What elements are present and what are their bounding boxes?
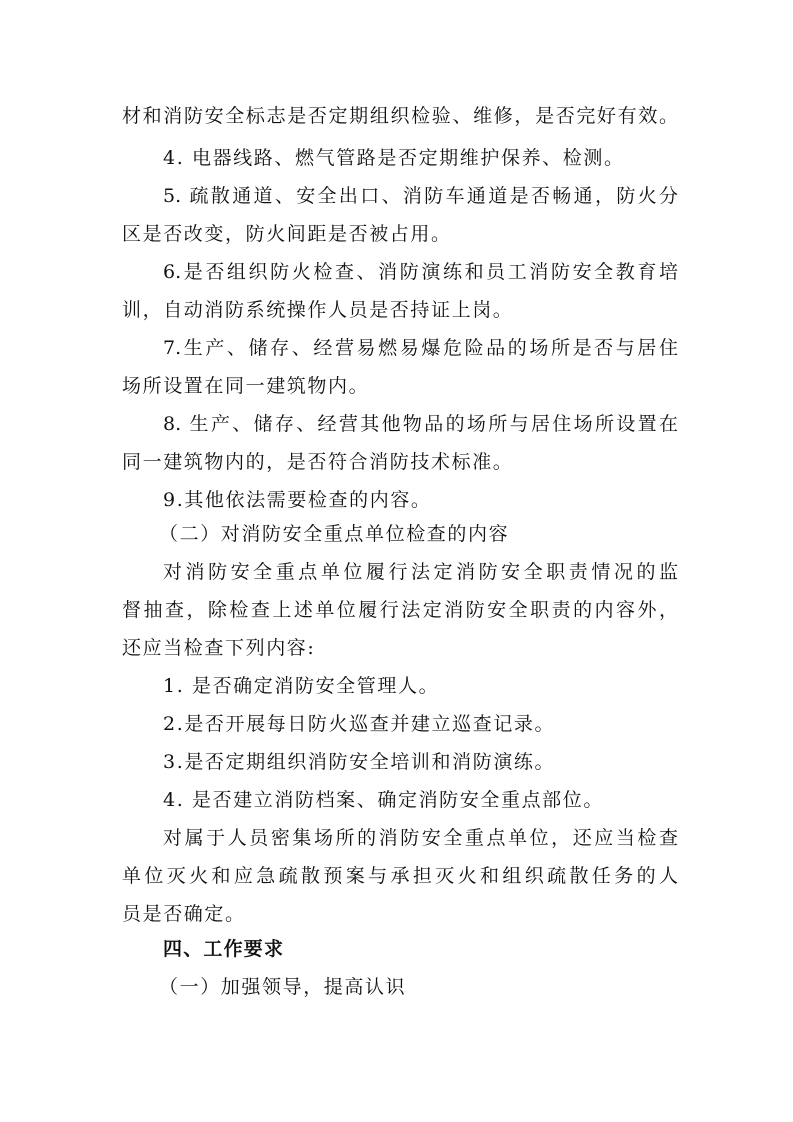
paragraph-line: 区是否改变，防火间距是否被占用。	[122, 223, 452, 245]
paragraph-line: 对属于人员密集场所的消防安全重点单位，还应当检查	[163, 827, 678, 849]
section-subheading: （二）对消防安全重点单位检查的内容	[159, 523, 510, 545]
paragraph-line: 员是否确定。	[122, 903, 246, 925]
list-item: 1. 是否确定消防安全管理人。	[163, 675, 440, 697]
list-item: 6.是否组织防火检查、消防演练和员工消防安全教育培	[163, 261, 678, 283]
list-item: 2.是否开展每日防火巡查并建立巡查记录。	[163, 713, 556, 735]
paragraph-line: 训，自动消防系统操作人员是否持证上岗。	[122, 299, 514, 321]
list-item: 3.是否定期组织消防安全培训和消防演练。	[163, 751, 556, 773]
paragraph-line: 对消防安全重点单位履行法定消防安全职责情况的监	[163, 561, 678, 583]
list-item: 7.生产、储存、经营易燃易爆危险品的场所是否与居住	[163, 337, 678, 359]
list-item: 9.其他依法需要检查的内容。	[163, 489, 432, 511]
paragraph-line: 单位灭火和应急疏散预案与承担灭火和组织疏散任务的人	[122, 865, 678, 887]
paragraph-line: 场所设置在同一建筑物内。	[122, 375, 370, 397]
paragraph-line: 督抽查，除检查上述单位履行法定消防安全职责的内容外，	[122, 599, 678, 621]
paragraph-line: 还应当检查下列内容:	[122, 637, 316, 659]
section-subheading: （一）加强领导，提高认识	[159, 976, 407, 998]
paragraph-line: 材和消防安全标志是否定期组织检验、维修，是否完好有效。	[122, 105, 678, 127]
list-item: 4. 是否建立消防档案、确定消防安全重点部位。	[163, 789, 604, 811]
paragraph-line: 同一建筑物内的，是否符合消防技术标准。	[122, 451, 514, 473]
section-heading: 四、工作要求	[163, 938, 285, 960]
list-item: 4. 电器线路、燃气管路是否定期维护保养、检测。	[163, 147, 625, 169]
list-item: 5. 疏散通道、安全出口、消防车通道是否畅通，防火分	[163, 185, 678, 207]
list-item: 8. 生产、储存、经营其他物品的场所与居住场所设置在	[163, 413, 678, 435]
